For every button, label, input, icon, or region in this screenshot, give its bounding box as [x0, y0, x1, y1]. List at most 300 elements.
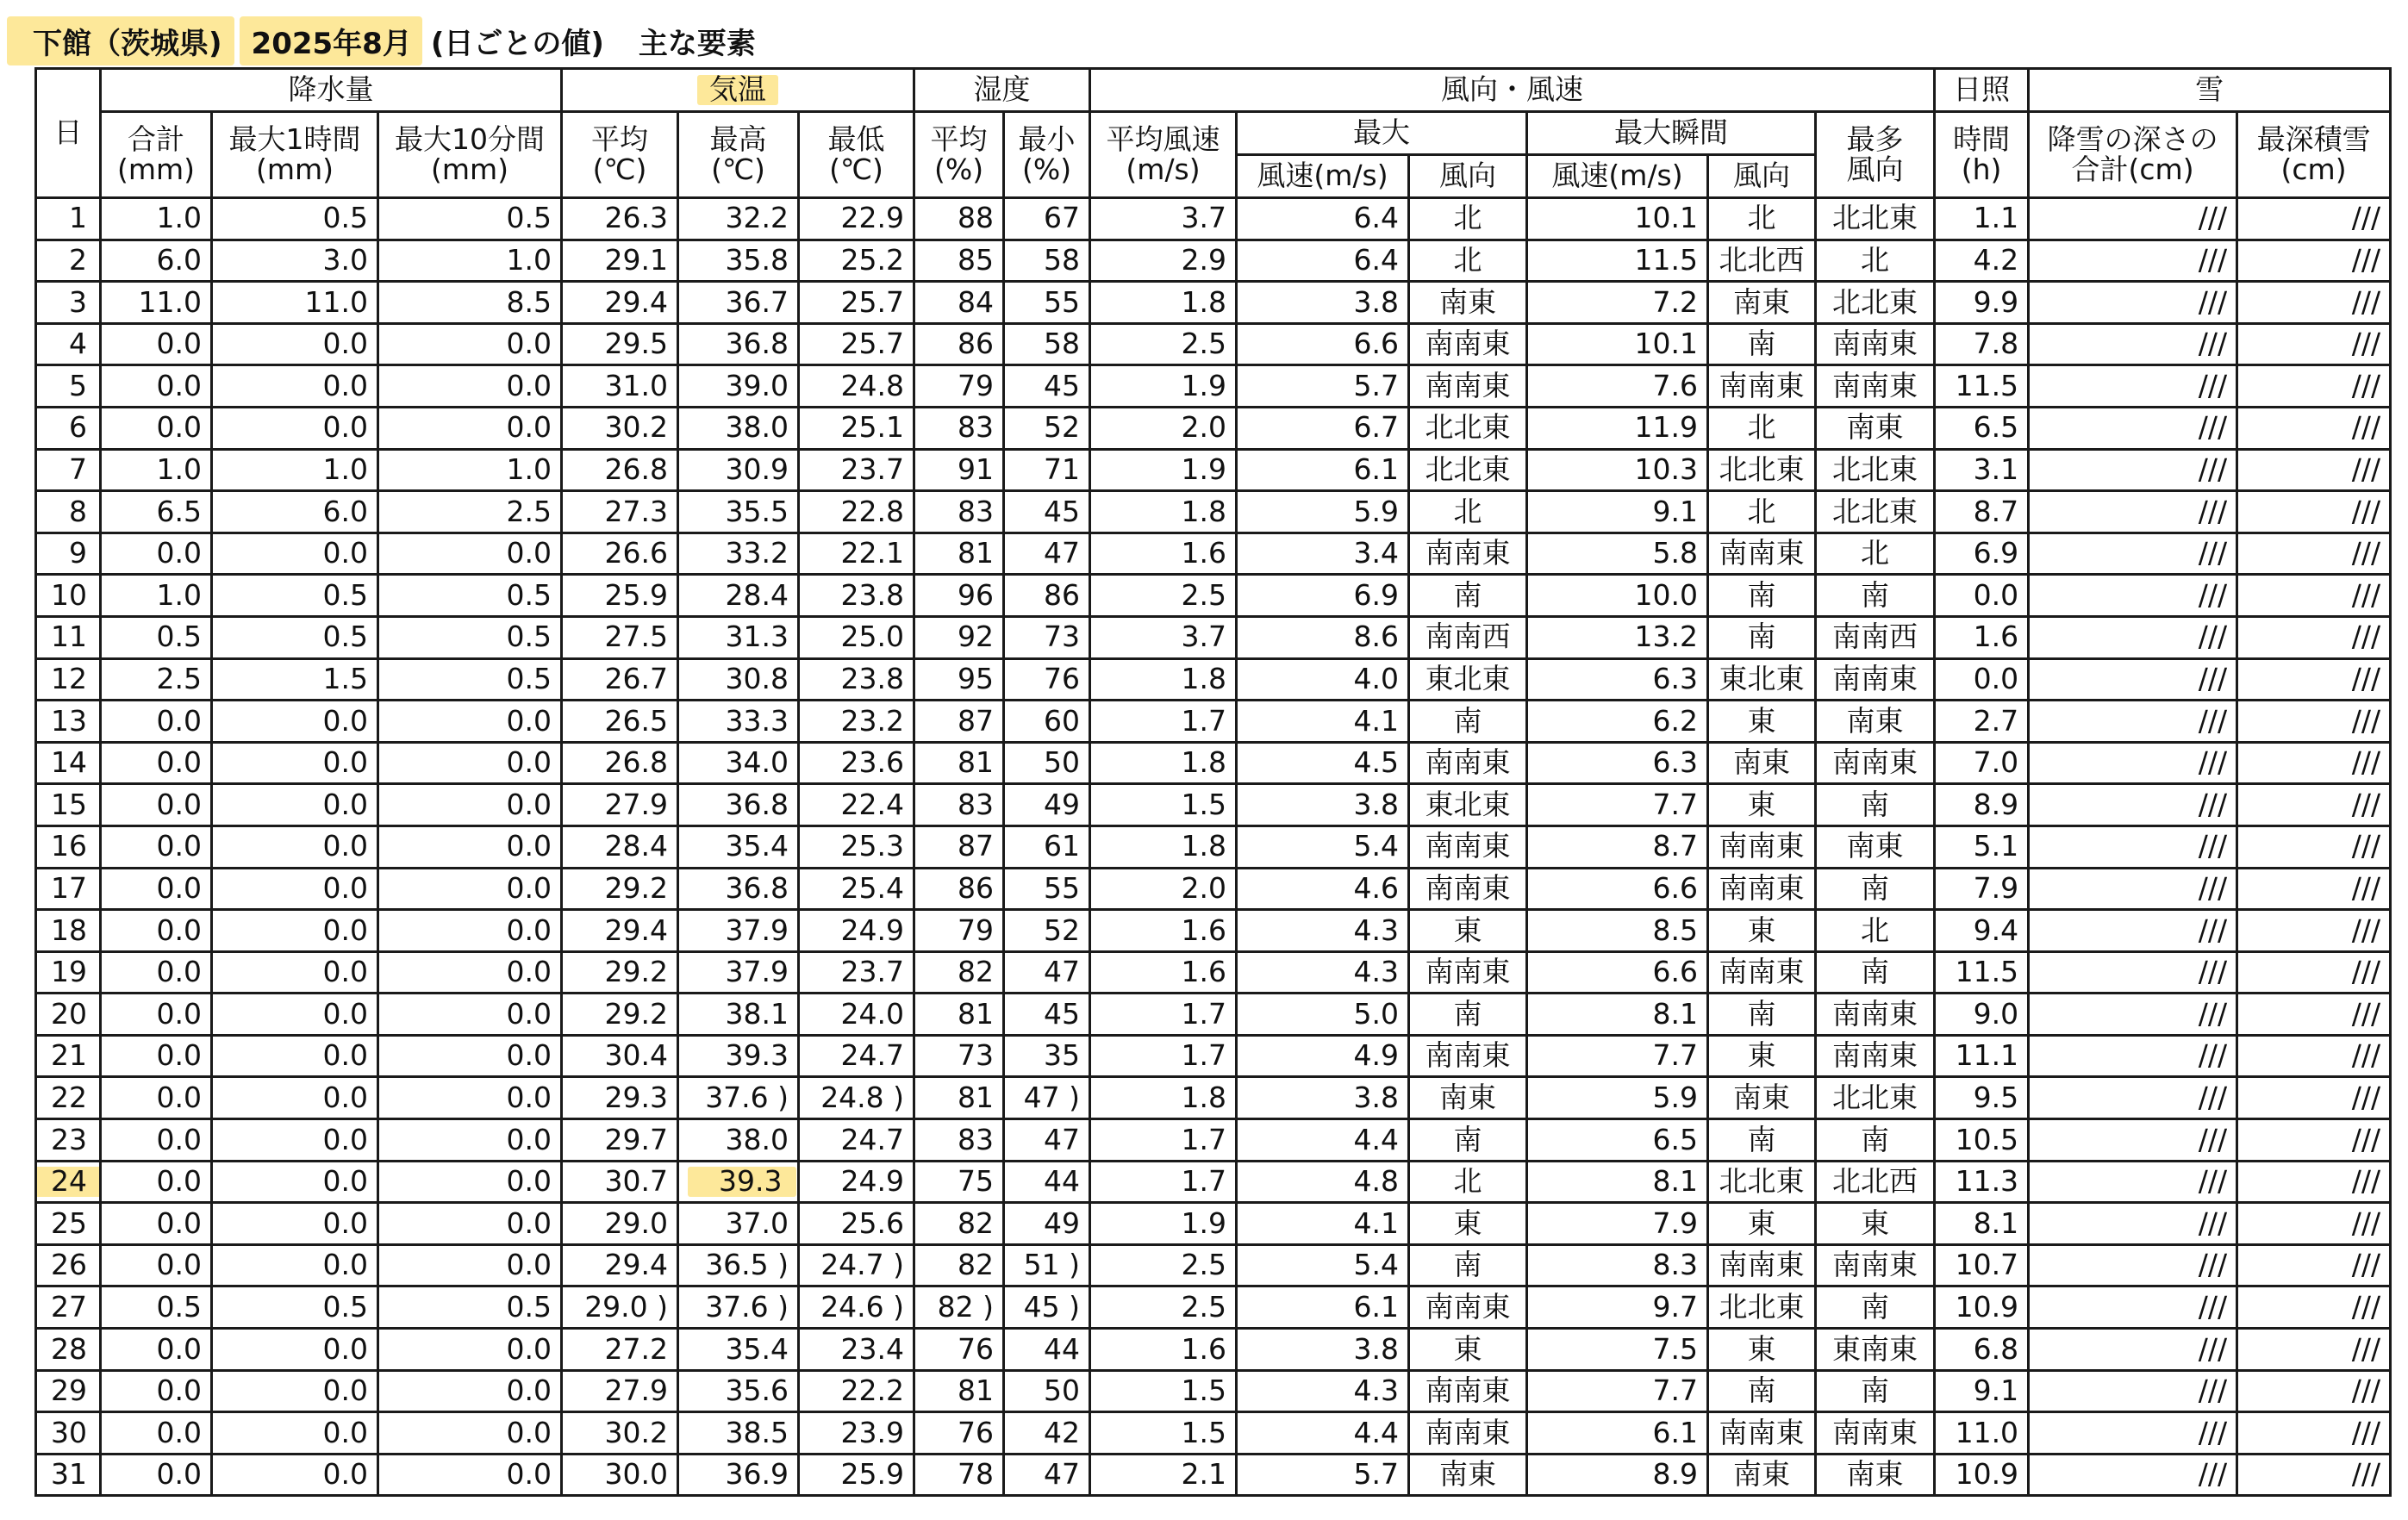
table-row [36, 323, 2391, 365]
cell-wind-avg: 1.6 [1090, 910, 1237, 952]
cell-snow-max: /// [2237, 951, 2391, 994]
cell-hum-min: 45 [1004, 994, 1090, 1036]
cell-wind-gust-speed: 9.1 [1527, 491, 1708, 533]
cell-snow-max: /// [2237, 282, 2391, 324]
cell-snow-sum: /// [2029, 365, 2237, 408]
cell-day: 20 [36, 994, 101, 1036]
cell-temp-max: 37.6 ) [678, 1077, 799, 1119]
cell-precip-10m: 1.0 [378, 240, 562, 282]
cell-wind-avg: 1.6 [1090, 1329, 1237, 1371]
cell-precip-total: 1.0 [101, 575, 212, 617]
cell-hum-avg: 85 [914, 240, 1004, 282]
cell-wind-max-dir: 南南東 [1409, 533, 1527, 575]
cell-hum-avg: 96 [914, 575, 1004, 617]
cell-precip-10m: 0.0 [378, 323, 562, 365]
cell-wind-avg: 1.5 [1090, 1412, 1237, 1455]
cell-wind-gust-speed: 7.6 [1527, 365, 1708, 408]
cell-precip-total: 0.0 [101, 910, 212, 952]
header-wind-most: 最多 風向 [1816, 112, 1935, 198]
cell-wind-most-dir: 北 [1816, 240, 1935, 282]
cell-temp-avg: 30.0 [562, 1454, 678, 1496]
cell-snow-max: /// [2237, 784, 2391, 826]
cell-wind-max-dir: 北北東 [1409, 407, 1527, 449]
cell-temp-max: 39.3 [678, 1035, 799, 1077]
cell-wind-most-dir: 北北東 [1816, 1077, 1935, 1119]
cell-wind-gust-dir: 南 [1708, 994, 1816, 1036]
cell-temp-min: 25.2 [799, 240, 914, 282]
cell-wind-gust-dir: 東北東 [1708, 658, 1816, 701]
cell-hum-avg: 75 [914, 1161, 1004, 1203]
cell-sun-time: 10.9 [1935, 1454, 2029, 1496]
cell-day: 17 [36, 868, 101, 910]
cell-snow-max: /// [2237, 868, 2391, 910]
cell-wind-max-speed: 3.4 [1237, 533, 1409, 575]
cell-wind-gust-dir: 北 [1708, 198, 1816, 240]
cell-snow-sum: /// [2029, 1035, 2237, 1077]
cell-wind-gust-dir: 南 [1708, 323, 1816, 365]
cell-wind-max-speed: 5.9 [1237, 491, 1409, 533]
table-row [36, 1119, 2391, 1162]
cell-wind-gust-dir: 南東 [1708, 742, 1816, 784]
cell-temp-avg: 29.1 [562, 240, 678, 282]
cell-wind-avg: 1.5 [1090, 1370, 1237, 1412]
cell-wind-gust-dir: 南南東 [1708, 868, 1816, 910]
table-row [36, 1454, 2391, 1496]
cell-precip-1h: 0.0 [212, 1119, 378, 1162]
cell-day: 18 [36, 910, 101, 952]
cell-hum-avg: 76 [914, 1329, 1004, 1371]
header-snow-sum: 降雪の深さの 合計(cm) [2029, 112, 2237, 198]
cell-hum-avg: 81 [914, 1077, 1004, 1119]
cell-hum-min: 50 [1004, 742, 1090, 784]
cell-temp-avg: 29.7 [562, 1119, 678, 1162]
cell-day: 1 [36, 198, 101, 240]
cell-temp-avg: 29.2 [562, 994, 678, 1036]
table-row [36, 198, 2391, 240]
cell-precip-total: 0.0 [101, 365, 212, 408]
cell-precip-10m: 0.0 [378, 868, 562, 910]
cell-wind-avg: 2.0 [1090, 407, 1237, 449]
cell-temp-max: 39.0 [678, 365, 799, 408]
cell-wind-max-speed: 6.1 [1237, 449, 1409, 491]
table-row [36, 575, 2391, 617]
cell-temp-max: 37.9 [678, 910, 799, 952]
cell-precip-total: 0.0 [101, 1203, 212, 1245]
cell-precip-1h: 0.5 [212, 575, 378, 617]
cell-wind-most-dir: 南南東 [1816, 365, 1935, 408]
cell-wind-avg: 1.8 [1090, 1077, 1237, 1119]
cell-snow-max: /// [2237, 575, 2391, 617]
cell-precip-10m: 0.0 [378, 1119, 562, 1162]
month-title: 2025年8月 [240, 16, 422, 65]
cell-hum-min: 67 [1004, 198, 1090, 240]
cell-temp-min: 25.9 [799, 1454, 914, 1496]
cell-snow-sum: /// [2029, 742, 2237, 784]
cell-wind-max-speed: 5.0 [1237, 994, 1409, 1036]
cell-precip-1h: 0.0 [212, 1035, 378, 1077]
cell-precip-10m: 2.5 [378, 491, 562, 533]
highlighted-value: 39.3 [688, 1167, 795, 1197]
cell-hum-avg: 87 [914, 701, 1004, 743]
header-wind-max: 最大 [1237, 112, 1527, 155]
cell-temp-avg: 29.4 [562, 1244, 678, 1286]
cell-temp-max [678, 1161, 799, 1203]
table-row [36, 365, 2391, 408]
cell-temp-max: 35.6 [678, 1370, 799, 1412]
cell-snow-max: /// [2237, 1077, 2391, 1119]
cell-wind-avg: 1.8 [1090, 825, 1237, 868]
cell-wind-avg: 1.8 [1090, 658, 1237, 701]
table-row [36, 282, 2391, 324]
cell-snow-sum: /// [2029, 323, 2237, 365]
cell-snow-sum: /// [2029, 575, 2237, 617]
cell-wind-most-dir: 北 [1816, 533, 1935, 575]
cell-wind-avg: 1.5 [1090, 784, 1237, 826]
cell-wind-max-dir: 南南東 [1409, 1286, 1527, 1329]
cell-hum-avg: 79 [914, 365, 1004, 408]
cell-snow-max: /// [2237, 1329, 2391, 1371]
cell-wind-max-dir: 東北東 [1409, 658, 1527, 701]
cell-precip-10m: 0.0 [378, 701, 562, 743]
cell-temp-avg: 29.2 [562, 868, 678, 910]
cell-wind-gust-dir: 南南東 [1708, 1412, 1816, 1455]
cell-temp-min: 24.7 [799, 1119, 914, 1162]
cell-precip-total: 0.5 [101, 616, 212, 658]
cell-precip-total: 0.0 [101, 868, 212, 910]
cell-precip-1h: 0.5 [212, 616, 378, 658]
highlighted-day: 24 [36, 1167, 100, 1197]
header-wind-max-dir: 風向 [1409, 155, 1527, 198]
cell-wind-most-dir: 北北東 [1816, 198, 1935, 240]
cell-sun-time: 4.2 [1935, 240, 2029, 282]
header-wind-gust-dir: 風向 [1708, 155, 1816, 198]
cell-precip-10m: 0.0 [378, 1203, 562, 1245]
cell-wind-most-dir: 南 [1816, 868, 1935, 910]
cell-snow-sum: /// [2029, 1119, 2237, 1162]
cell-snow-max: /// [2237, 407, 2391, 449]
cell-snow-max: /// [2237, 658, 2391, 701]
cell-sun-time: 8.1 [1935, 1203, 2029, 1245]
cell-precip-1h: 0.0 [212, 910, 378, 952]
cell-temp-avg: 29.2 [562, 951, 678, 994]
cell-wind-gust-speed: 6.5 [1527, 1119, 1708, 1162]
cell-temp-min: 24.9 [799, 1161, 914, 1203]
cell-wind-most-dir: 南東 [1816, 825, 1935, 868]
cell-day: 25 [36, 1203, 101, 1245]
cell-hum-min: 47 ) [1004, 1077, 1090, 1119]
cell-wind-avg: 1.8 [1090, 742, 1237, 784]
cell-wind-max-speed: 4.4 [1237, 1119, 1409, 1162]
cell-temp-avg: 27.5 [562, 616, 678, 658]
cell-temp-max: 35.4 [678, 1329, 799, 1371]
cell-temp-max: 37.9 [678, 951, 799, 994]
cell-wind-avg: 2.5 [1090, 1286, 1237, 1329]
cell-wind-gust-speed: 6.3 [1527, 658, 1708, 701]
cell-precip-total: 0.0 [101, 533, 212, 575]
cell-wind-gust-dir: 南南東 [1708, 951, 1816, 994]
cell-wind-gust-speed: 8.7 [1527, 825, 1708, 868]
cell-sun-time: 7.0 [1935, 742, 2029, 784]
cell-temp-avg: 26.8 [562, 449, 678, 491]
cell-wind-max-speed: 4.5 [1237, 742, 1409, 784]
cell-temp-max: 35.5 [678, 491, 799, 533]
cell-wind-max-dir: 南 [1409, 1119, 1527, 1162]
cell-wind-gust-speed: 10.1 [1527, 198, 1708, 240]
table-body [36, 198, 2391, 1496]
cell-precip-total: 1.0 [101, 449, 212, 491]
cell-wind-max-speed: 6.7 [1237, 407, 1409, 449]
cell-snow-sum: /// [2029, 1412, 2237, 1455]
cell-wind-gust-speed: 9.7 [1527, 1286, 1708, 1329]
cell-precip-total: 0.0 [101, 407, 212, 449]
cell-precip-1h: 11.0 [212, 282, 378, 324]
cell-hum-avg: 83 [914, 491, 1004, 533]
cell-day: 7 [36, 449, 101, 491]
header-temp-min: 最低 (℃) [799, 112, 914, 198]
cell-temp-avg: 29.0 [562, 1203, 678, 1245]
cell-wind-gust-speed: 11.5 [1527, 240, 1708, 282]
cell-temp-max: 30.8 [678, 658, 799, 701]
cell-hum-min: 47 [1004, 1454, 1090, 1496]
cell-snow-sum: /// [2029, 701, 2237, 743]
cell-snow-sum: /// [2029, 491, 2237, 533]
cell-temp-min: 25.1 [799, 407, 914, 449]
cell-sun-time: 8.7 [1935, 491, 2029, 533]
cell-wind-gust-dir: 南東 [1708, 1454, 1816, 1496]
cell-precip-total: 0.0 [101, 1244, 212, 1286]
cell-wind-most-dir: 北北東 [1816, 449, 1935, 491]
cell-wind-avg: 2.0 [1090, 868, 1237, 910]
cell-hum-min: 73 [1004, 616, 1090, 658]
cell-hum-min: 44 [1004, 1161, 1090, 1203]
cell-wind-gust-dir: 南 [1708, 1119, 1816, 1162]
cell-temp-min: 25.7 [799, 323, 914, 365]
cell-sun-time: 7.9 [1935, 868, 2029, 910]
header-wind-max-speed: 風速(m/s) [1237, 155, 1409, 198]
cell-wind-max-speed: 6.9 [1237, 575, 1409, 617]
cell-snow-sum: /// [2029, 1454, 2237, 1496]
cell-wind-avg: 1.7 [1090, 701, 1237, 743]
cell-precip-1h: 0.0 [212, 825, 378, 868]
cell-snow-sum: /// [2029, 658, 2237, 701]
cell-sun-time: 9.0 [1935, 994, 2029, 1036]
cell-snow-max: /// [2237, 701, 2391, 743]
cell-sun-time: 10.5 [1935, 1119, 2029, 1162]
cell-snow-sum: /// [2029, 994, 2237, 1036]
cell-wind-max-dir: 南南東 [1409, 323, 1527, 365]
cell-wind-avg: 1.6 [1090, 951, 1237, 994]
cell-wind-max-speed: 6.1 [1237, 1286, 1409, 1329]
cell-hum-min: 55 [1004, 868, 1090, 910]
cell-day: 16 [36, 825, 101, 868]
cell-day: 4 [36, 323, 101, 365]
cell-wind-most-dir: 南 [1816, 951, 1935, 994]
cell-snow-sum: /// [2029, 910, 2237, 952]
cell-hum-avg: 81 [914, 533, 1004, 575]
cell-snow-max: /// [2237, 1244, 2391, 1286]
cell-wind-gust-dir: 北北東 [1708, 1286, 1816, 1329]
cell-precip-total: 0.0 [101, 1454, 212, 1496]
cell-day: 9 [36, 533, 101, 575]
cell-temp-max: 38.0 [678, 407, 799, 449]
cell-snow-max: /// [2237, 365, 2391, 408]
cell-sun-time: 6.9 [1935, 533, 2029, 575]
cell-wind-most-dir: 南東 [1816, 1454, 1935, 1496]
cell-sun-time: 6.8 [1935, 1329, 2029, 1371]
cell-precip-1h: 0.0 [212, 784, 378, 826]
cell-wind-max-speed: 4.9 [1237, 1035, 1409, 1077]
cell-temp-max: 36.8 [678, 323, 799, 365]
cell-wind-gust-dir: 東 [1708, 1203, 1816, 1245]
cell-wind-max-dir: 北 [1409, 240, 1527, 282]
cell-wind-avg: 1.7 [1090, 1161, 1237, 1203]
cell-wind-avg: 2.5 [1090, 323, 1237, 365]
header-precip-total: 合計 (mm) [101, 112, 212, 198]
cell-hum-avg: 79 [914, 910, 1004, 952]
cell-wind-most-dir: 東 [1816, 1203, 1935, 1245]
cell-hum-min: 52 [1004, 910, 1090, 952]
cell-temp-max: 37.0 [678, 1203, 799, 1245]
cell-precip-total: 0.0 [101, 1119, 212, 1162]
cell-snow-sum: /// [2029, 240, 2237, 282]
cell-wind-gust-speed: 7.7 [1527, 784, 1708, 826]
cell-wind-avg: 2.5 [1090, 1244, 1237, 1286]
cell-wind-most-dir: 南 [1816, 1119, 1935, 1162]
cell-hum-min: 86 [1004, 575, 1090, 617]
header-precip: 降水量 [101, 69, 562, 112]
cell-precip-10m: 0.5 [378, 1286, 562, 1329]
header-temp-label: 気温 [697, 75, 778, 105]
cell-day: 11 [36, 616, 101, 658]
cell-hum-avg: 73 [914, 1035, 1004, 1077]
cell-snow-sum: /// [2029, 1244, 2237, 1286]
cell-precip-1h: 0.0 [212, 533, 378, 575]
cell-temp-max: 33.2 [678, 533, 799, 575]
cell-wind-gust-dir: 北北東 [1708, 449, 1816, 491]
cell-hum-avg: 92 [914, 616, 1004, 658]
cell-hum-min: 47 [1004, 533, 1090, 575]
cell-wind-avg: 1.9 [1090, 1203, 1237, 1245]
cell-temp-avg: 26.8 [562, 742, 678, 784]
header-snow-max: 最深積雪 (cm) [2237, 112, 2391, 198]
cell-wind-gust-speed: 6.6 [1527, 868, 1708, 910]
cell-snow-max: /// [2237, 1454, 2391, 1496]
cell-day: 22 [36, 1077, 101, 1119]
cell-wind-max-dir: 南南東 [1409, 1035, 1527, 1077]
cell-sun-time: 9.9 [1935, 282, 2029, 324]
cell-wind-max-dir: 南南東 [1409, 365, 1527, 408]
subtitle-daily: (日ごとの値) [430, 26, 604, 61]
cell-temp-avg: 29.4 [562, 910, 678, 952]
cell-wind-max-dir: 南南東 [1409, 825, 1527, 868]
cell-wind-max-speed: 4.8 [1237, 1161, 1409, 1203]
cell-temp-avg: 26.3 [562, 198, 678, 240]
table-row [36, 742, 2391, 784]
cell-hum-min: 61 [1004, 825, 1090, 868]
cell-hum-min: 49 [1004, 784, 1090, 826]
cell-hum-min: 45 [1004, 491, 1090, 533]
cell-precip-total: 0.0 [101, 1077, 212, 1119]
cell-day: 8 [36, 491, 101, 533]
cell-hum-min: 49 [1004, 1203, 1090, 1245]
cell-hum-avg: 82 ) [914, 1286, 1004, 1329]
cell-snow-max: /// [2237, 1161, 2391, 1203]
cell-wind-max-speed: 6.6 [1237, 323, 1409, 365]
cell-day: 21 [36, 1035, 101, 1077]
cell-precip-1h: 0.0 [212, 1412, 378, 1455]
cell-wind-gust-speed: 7.9 [1527, 1203, 1708, 1245]
cell-wind-max-speed: 5.4 [1237, 1244, 1409, 1286]
cell-hum-min: 51 ) [1004, 1244, 1090, 1286]
cell-wind-max-dir: 東北東 [1409, 784, 1527, 826]
table-row [36, 491, 2391, 533]
cell-wind-avg: 1.7 [1090, 994, 1237, 1036]
cell-precip-total: 2.5 [101, 658, 212, 701]
cell-wind-gust-speed: 6.1 [1527, 1412, 1708, 1455]
cell-hum-min: 52 [1004, 407, 1090, 449]
cell-wind-gust-speed: 5.9 [1527, 1077, 1708, 1119]
cell-temp-avg: 31.0 [562, 365, 678, 408]
cell-precip-total: 6.5 [101, 491, 212, 533]
cell-hum-avg: 83 [914, 784, 1004, 826]
cell-wind-gust-dir: 北 [1708, 407, 1816, 449]
cell-wind-gust-speed: 8.9 [1527, 1454, 1708, 1496]
cell-wind-gust-dir: 南南東 [1708, 365, 1816, 408]
cell-temp-max: 36.8 [678, 784, 799, 826]
cell-precip-1h: 0.0 [212, 1203, 378, 1245]
cell-precip-10m: 0.0 [378, 1412, 562, 1455]
cell-temp-min: 25.6 [799, 1203, 914, 1245]
cell-wind-most-dir: 北 [1816, 910, 1935, 952]
cell-sun-time: 6.5 [1935, 407, 2029, 449]
cell-hum-avg: 82 [914, 951, 1004, 994]
cell-temp-avg: 26.5 [562, 701, 678, 743]
cell-wind-most-dir: 南東 [1816, 407, 1935, 449]
cell-temp-max: 35.8 [678, 240, 799, 282]
cell-day: 15 [36, 784, 101, 826]
cell-wind-max-speed: 3.8 [1237, 1077, 1409, 1119]
cell-wind-max-dir: 東 [1409, 1329, 1527, 1371]
cell-temp-max: 34.0 [678, 742, 799, 784]
cell-snow-max: /// [2237, 323, 2391, 365]
cell-wind-gust-dir: 北北西 [1708, 240, 1816, 282]
cell-wind-most-dir: 南南東 [1816, 994, 1935, 1036]
cell-snow-max: /// [2237, 1412, 2391, 1455]
cell-wind-avg: 2.1 [1090, 1454, 1237, 1496]
cell-wind-max-speed: 6.4 [1237, 240, 1409, 282]
cell-wind-max-dir: 南 [1409, 701, 1527, 743]
cell-precip-10m: 0.5 [378, 658, 562, 701]
cell-wind-gust-speed: 10.1 [1527, 323, 1708, 365]
cell-temp-max: 37.6 ) [678, 1286, 799, 1329]
cell-snow-sum: /// [2029, 1203, 2237, 1245]
cell-hum-avg: 84 [914, 282, 1004, 324]
cell-temp-avg: 28.4 [562, 825, 678, 868]
cell-temp-min: 24.8 ) [799, 1077, 914, 1119]
cell-wind-max-dir: 南東 [1409, 1454, 1527, 1496]
header-wind-avg: 平均風速 (m/s) [1090, 112, 1237, 198]
cell-hum-avg: 81 [914, 994, 1004, 1036]
header-wind: 風向・風速 [1090, 69, 1935, 112]
cell-wind-max-dir: 南南東 [1409, 1412, 1527, 1455]
table-row [36, 1203, 2391, 1245]
cell-hum-min: 55 [1004, 282, 1090, 324]
cell-hum-avg: 81 [914, 1370, 1004, 1412]
weather-table [34, 67, 2392, 1497]
cell-precip-total: 0.0 [101, 742, 212, 784]
cell-precip-total: 1.0 [101, 198, 212, 240]
table-row [36, 825, 2391, 868]
